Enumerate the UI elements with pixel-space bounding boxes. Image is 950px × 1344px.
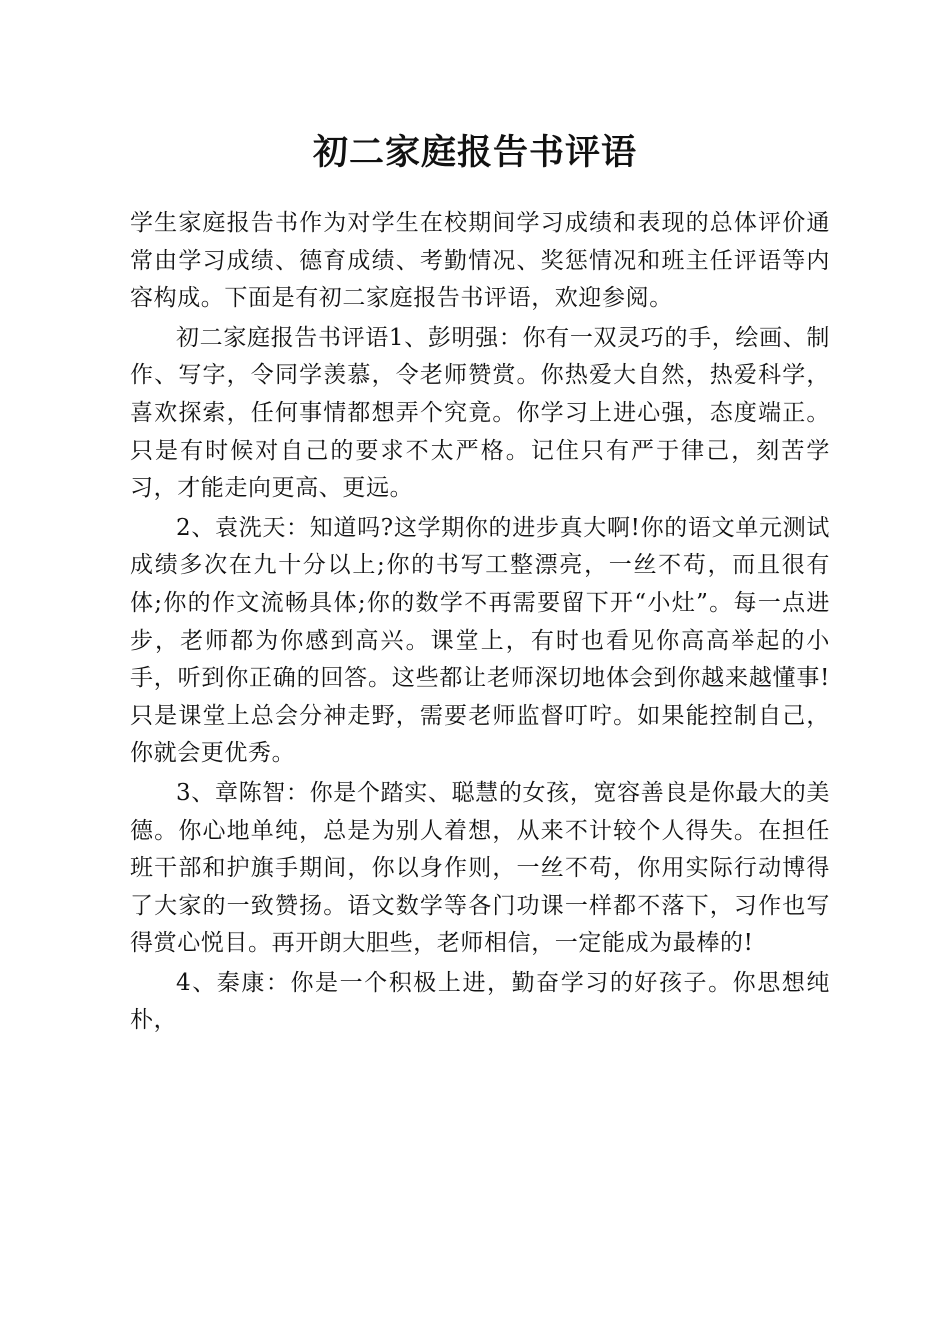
comment-paragraph-2: 2、袁洗天：知道吗?这学期你的进步真大啊!你的语文单元测试成绩多次在九十分以上;你的书写工整漂亮，一丝不苟，而且很有体;你的作文流畅具体;你的数学不再需要留下开“小灶”。每一点进步，老师都为你感到高兴。课堂上，有时也看见你高高举起的小手，听到你正确的回答。这些都让老师深切地体会到你越来越懂事!只是课堂上总会分神走野，需要老师监督叮咛。如果能控制自己，你就会更优秀。 [130, 514, 830, 767]
comment-paragraph-1: 初二家庭报告书评语1、彭明强：你有一双灵巧的手，绘画、制作、写字，令同学羡慕，令老师赞赏。你热爱大自然，热爱科学，喜欢探索，任何事情都想弄个究竟。你学习上进心强，态度端正。只是有时候对自己的要求不太严格。记住只有严于律己，刻苦学习，才能走向更高、更远。 [130, 324, 830, 502]
document-title: 初二家庭报告书评语 [312, 133, 637, 173]
comment-paragraph-3: 3、章陈智：你是个踏实、聪慧的女孩，宽容善良是你最大的美德。你心地单纯，总是为别人着想，从来不计较个人得失。在担任班干部和护旗手期间，你以身作则，一丝不苟，你用实际行动博得了大家的一致赞扬。语文数学等各门功课一样都不落下，习作也写得赏心悦目。再开朗大胆些，老师相信，一定能成为最棒的! [130, 779, 830, 957]
comment-paragraph-4: 4、秦康：你是一个积极上进，勤奋学习的好孩子。你思想纯朴， [130, 969, 830, 1034]
document-body [130, 205, 830, 1040]
intro-paragraph: 学生家庭报告书作为对学生在校期间学习成绩和表现的总体评价通常由学习成绩、德育成绩、考勤情况、奖惩情况和班主任评语等内容构成。下面是有初二家庭报告书评语，欢迎参阅。 [130, 210, 830, 312]
